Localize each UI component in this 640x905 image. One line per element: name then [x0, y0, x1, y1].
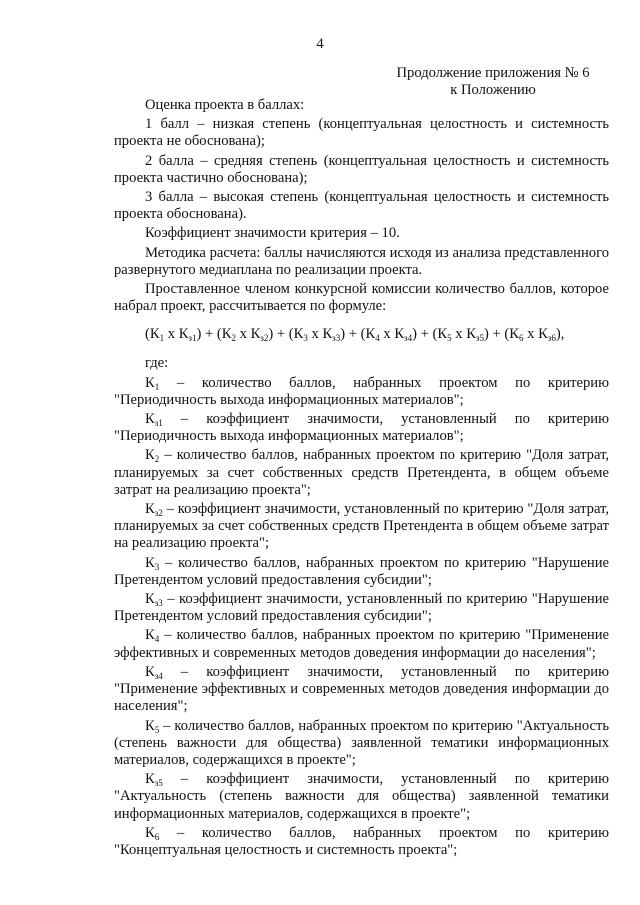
appendix-heading-line-2: к Положению: [450, 82, 536, 98]
definition-text: – коэффициент значимости, установленный по критерию "Нарушение Претендентом условий предоставления субсидии";: [114, 591, 609, 625]
definition-item: [114, 591, 609, 625]
definition-text: – количество баллов, набранных проектом по критерию "Применение эффективных и современных методов доведения информации до населения";: [114, 627, 609, 661]
document-body: [114, 97, 609, 861]
definition-item: [114, 627, 609, 661]
paragraph-score-3: 3 балла – высокая степень (концептуальная целостность и системность проекта обоснована).: [114, 189, 609, 223]
definition-symbol-index: з5: [154, 778, 163, 789]
definition-symbol: К: [145, 771, 155, 788]
definition-symbol-index: з1: [154, 418, 163, 429]
paragraph-intro: Оценка проекта в баллах:: [145, 97, 305, 113]
definition-symbol: К: [145, 554, 155, 571]
where-label: где:: [145, 355, 169, 372]
definition-item: [114, 718, 609, 770]
appendix-heading-line-1: Продолжение приложения № 6: [396, 65, 590, 81]
definition-text: – количество баллов, набранных проектом по критерию "Актуальность (степень важности для общества) заявленной тематики информационных материалов, содержащихся в проекте";: [114, 717, 609, 768]
definition-text: – количество баллов, набранных проектом по критерию "Концептуальная целостность и системность проекта";: [114, 824, 609, 858]
definition-symbol: К: [145, 591, 155, 608]
definition-symbol: К: [145, 374, 155, 391]
definition-text: – коэффициент значимости, установленный по критерию "Доля затрат, планируемых за счет собственных средств Претендента в общем объеме затрат на реализацию проекта";: [114, 501, 609, 552]
definition-text: – коэффициент значимости, установленный по критерию "Периодичность выхода информационных материалов";: [114, 411, 609, 445]
definition-symbol: К: [145, 663, 155, 680]
definition-symbol-index: 4: [154, 634, 160, 645]
definition-text: – количество баллов, набранных проектом по критерию "Периодичность выхода информационных материалов";: [114, 374, 609, 408]
definition-symbol-index: 5: [154, 724, 160, 735]
definition-symbol: К: [145, 717, 155, 734]
definition-symbol: К: [145, 824, 155, 841]
paragraph-weight: Коэффициент значимости критерия – 10.: [145, 225, 400, 242]
definition-symbol-index: з3: [154, 598, 163, 609]
definition-symbol: К: [145, 447, 155, 464]
definition-text: – коэффициент значимости, установленный по критерию "Применение эффективных и современных методов доведения информации до населения";: [114, 663, 609, 715]
paragraph-method: Методика расчета: баллы начисляются исходя из анализа представленного развернутого медиаплана по реализации проекта.: [114, 244, 609, 278]
definition-item: [114, 447, 609, 499]
definition-symbol: К: [145, 501, 155, 518]
definition-text: – коэффициент значимости, установленный по критерию "Актуальность (степень важности для общества) заявленной тематики информационных материалов, содержащихся в проекте";: [114, 771, 609, 822]
definition-symbol-index: 6: [154, 831, 160, 842]
paragraph-formula-intro: Проставленное членом конкурсной комиссии количество баллов, которое набрал проект, рассчитывается по формуле:: [114, 281, 609, 315]
definition-item: [114, 664, 609, 716]
paragraph-score-1: 1 балл – низкая степень (концептуальная целостность и системность проекта не обоснована);: [114, 116, 609, 150]
definition-text: – количество баллов, набранных проектом по критерию "Доля затрат, планируемых за счет собственных средств Претендента, в общем объеме затрат на реализацию проекта";: [114, 447, 609, 498]
definition-symbol-index: з4: [154, 670, 163, 681]
definition-item: [114, 555, 609, 589]
definition-symbol-index: 2: [154, 454, 160, 465]
appendix-heading: [388, 65, 598, 99]
definition-item: [114, 411, 609, 445]
definition-text: – количество баллов, набранных проектом по критерию "Нарушение Претендентом условий предоставления субсидии";: [114, 554, 609, 588]
definition-symbol: К: [145, 627, 155, 644]
definitions-list: [114, 375, 609, 859]
definition-item: [114, 375, 609, 409]
definition-symbol-index: 3: [154, 561, 160, 572]
definition-symbol: К: [145, 411, 155, 428]
definition-item: [114, 825, 609, 859]
page-number: 4: [316, 36, 324, 52]
definition-item: [114, 501, 609, 553]
definition-symbol-index: 1: [154, 381, 160, 392]
definition-symbol-index: з2: [154, 508, 163, 519]
definition-item: [114, 771, 609, 823]
paragraph-score-2: 2 балла – средняя степень (концептуальная целостность и системность проекта частично обоснована);: [114, 152, 609, 186]
formula: ($К_1$ х $К_{з1}) + (К_2$ х $К_{з2}) + (К_3$ х $К_{з3}) + (К_4$ х $К_{з4}) + (К_5$ х $К_{з5}) + (К_6$ х $К_{з6}$),: [145, 326, 565, 344]
